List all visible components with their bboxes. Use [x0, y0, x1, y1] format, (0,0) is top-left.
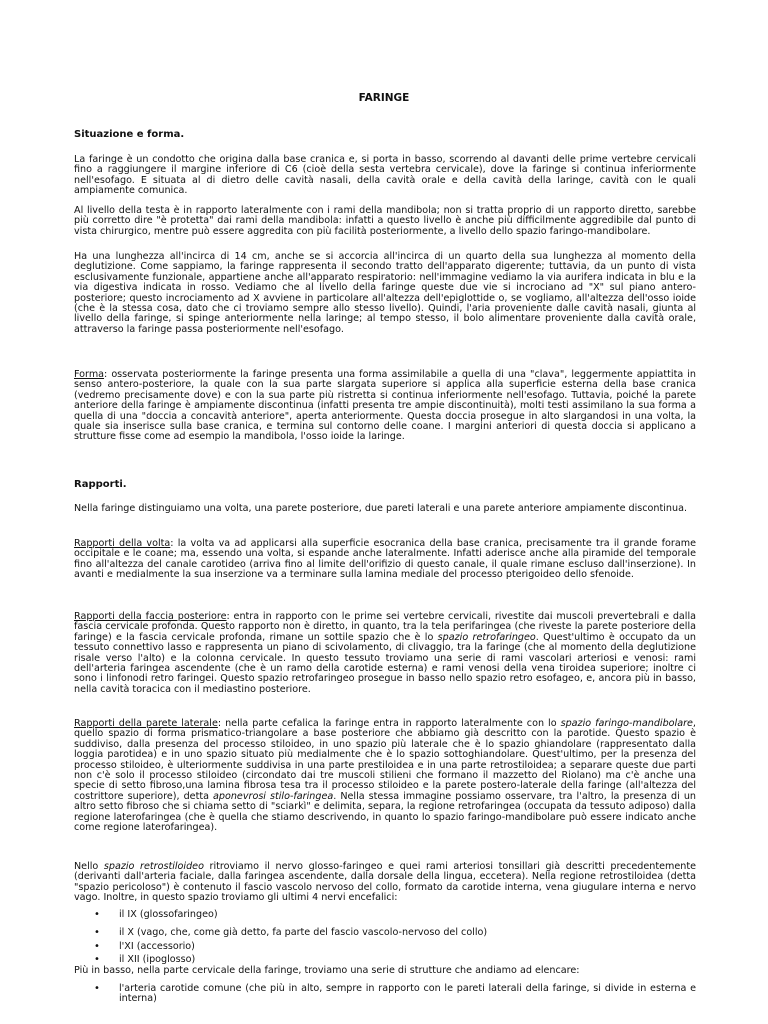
posteriore-text-a: : entra in rapporto con le prime sei vertebre cervicali, rivestite dai muscoli prevertebrali e dalla fascia cervicale profonda. Questo rapporto non è diretto, in quanto, tra la tela perifaringea (che riveste la parete posteriore della faringe) e la fascia cervicale profonda, rimane un sottile spazio che è lo — [74, 611, 696, 643]
paragraph-rapporti-posteriore — [74, 612, 696, 695]
forma-label: Forma — [74, 369, 105, 380]
section-heading-rapporti: Rapporti. — [74, 479, 127, 490]
paragraph-rapporti-laterale — [74, 719, 696, 833]
paragraph-situazione-2: Al livello della testa è in rapporto lateralmente con i rami della mandibola; non si tratta proprio di un rapporto diretto, sarebbe più corretto dire "è protetta" dai rami della mandibola: infatti a questo livello è anche più difficilmente aggredibile dal punto di vista chirurgico, mentre può essere aggredita con più facilità posteriormente, a livello dello spazio faringo-mandibolare. — [74, 205, 696, 237]
paragraph-situazione-1: La faringe è un condotto che origina dalla base cranica e, si porta in basso, scorrendo al davanti delle prime vertebre cervicali fino a raggiungere il margine inferiore di C6 (cioè della sesta vertebra cervicale), dove la faringe si continua inferiormente nell'esofago. E situata al di dietro delle cavità nasali, della cavità orale e della cavità della laringe, cavità con le quali ampiamente comunica. — [74, 154, 696, 197]
paragraph-rapporti-intro: Nella faringe distinguiamo una volta, una parete posteriore, due pareti laterali e una parete anteriore ampiamente discontinua. — [74, 503, 688, 514]
forma-text: : osservata posteriormente la faringe presenta una forma assimilabile a quella di una "clava", leggermente appiattita in senso antero-posteriore, la quale con la sua parte slargata superiore si applica alla superficie esterna della base cranica (vedremo precisamente dove) e con la sua parte più ristretta si continua inferiormente nell'esofago. Tuttavia, poiché la parete anteriore della faringe è ampiamente discontinua (infatti presenta tre ampie discontinuità), molti testi assimilano la sua forma a quella di una "doccia a concavità anteriore", aperta anteriormente. Questa doccia prosegue in alto slargandosi in una volta, la quale sia inserisce sulla base cranica, e termina sul contorno delle coane. I margini anteriori di questa doccia si applicano a strutture fisse come ad esempio la mandibola, l'osso ioide la laringe. — [74, 369, 696, 443]
volta-text: : la volta va ad applicarsi alla superficie esocranica della base cranica, precisamente tra il grande forame occipitale e le coane; ma, essendo una volta, si espande anche lateralmente. Infatti aderisce anche alla piramide del temporale fino all'altezza del canale carotideo (arriva fino al limite dell'orifizio di questo canale, il quale rimane escluso dall'inserzione). In avanti e medialmente la sua inserzione va a terminare sulla lamina mediale del processo pterigoideo dello sfenoide. — [74, 538, 696, 581]
laterale-italic-b: aponevrosi stilo-faringea — [213, 790, 334, 802]
laterale-text-b: , quello spazio di forma prismatico-triangolare a base posteriore che abbiamo già descritto con la parotide. Questo spazio è suddiviso, dalla presenza del processo stiloideo, in uno spazio più laterale che è lo spazio ghiandolare (rappresentato dalla loggia parotidea) e in uno spazio situato più medialmente che è lo spazio sottoghiandolare. Quest'ultimo, per la presenza del processo stiloideo, è ulteriormente suddivisa in una parte prestiloidea e in una parte retrostiloidea; a separare queste due parti non c'è solo il processo stiloideo (circondato dai tre muscoli stilieni che formano il mazzetto del Riolano) ma c'è anche una specie di setto fibroso,una lamina fibrosa tesa tra il processo stiloideo e la parete postero-laterale della faringe (all'altezza del costrittore superiore), detta — [74, 718, 696, 802]
paragraph-situazione-3: Ha una lunghezza all'incirca di 14 cm, anche se si accorcia all'incirca di un quarto della sua lunghezza al momento della deglutizione. Come sappiamo, la faringe rappresenta il secondo tratto dell'apparato digerente; tuttavia, da un punto di vista esclusivamente funzionale, appartiene anche all'apparato respiratorio: nell'immagine vediamo la via aurifera indicata in blu e la via digestiva indicata in rosso. Vediamo che al livello della faringe queste due vie si incrociano ad "X" sul piano antero-posteriore; questo incrociamento ad X avviene in particolare all'altezza dell'epiglottide o, se vogliamo, all'altezza dell'osso ioide (che è la stessa cosa, dato che ci troviamo sempre allo stesso livello). Quindi, l'aria proveniente dalle cavità nasali, giunta al livello della faringe, si spinge anteriormente nella laringe; al tempo stesso, il bolo alimentare proveniente dalla cavità orale, attraverso la faringe passa posteriormente nell'esofago. — [74, 251, 696, 335]
laterale-italic-a: spazio faringo-mandibolare — [560, 718, 693, 729]
list-item-nerve: il X (vago, che, come già detto, fa parte del fascio vascolo-nervoso del collo) — [119, 927, 488, 938]
bullet-icon: • — [94, 954, 100, 965]
bullet-icon: • — [94, 941, 100, 952]
laterale-label: Rapporti della parete laterale — [74, 718, 218, 729]
laterale-text-a: : nella parte cefalica la faringe entra in rapporto lateralmente con lo — [217, 718, 561, 729]
posteriore-label: Rapporti della faccia posteriore — [74, 611, 227, 622]
list-item-nerve: il IX (glossofaringeo) — [119, 909, 218, 920]
section-heading-situazione: Situazione e forma. — [74, 129, 185, 140]
retro-text-a: Nello — [74, 861, 104, 872]
paragraph-retrostiloideo — [74, 862, 696, 904]
retro-text-b: ritroviamo il nervo glosso-faringeo e quei rami arteriosi tonsillari già descritti precedentemente (derivanti dall'arteria faciale, dalla faringea ascendente, dalla dorsale della lingua, eccetera). Nella regione retrostiloidea (detta "spazio pericoloso") è contenuto il fascio vascolo nervoso del collo, formato da carotide interna, vena giugulare interna e nervo vago. Inoltre, in questo spazio troviamo gli ultimi 4 nervi encefalici: — [74, 861, 696, 904]
laterale-text-c: . Nella stessa immagine possiamo osservare, tra l'altro, la presenza di un altro setto fibroso che si chiama setto di "sciarkì" e delimita, separa, la regione retrofaringea (occupata da tessuto adiposo) dalla regione laterofaringea (che è quella che stiamo descrivendo, in quanto lo spazio faringo-mandibolare può essere indicato anche come regione laterofaringea). — [74, 790, 696, 834]
posteriore-italic: spazio retrofaringeo — [437, 631, 536, 643]
paragraph-rapporti-volta — [74, 539, 696, 581]
retro-italic: spazio retrostiloideo — [103, 861, 204, 872]
list-item-nerve: l'XI (accessorio) — [119, 941, 195, 952]
posteriore-text-b: . Quest'ultimo è occupato da un tessuto connettivo lasso e rappresenta un piano di scivolamento, di clivaggio, tra la faringe (che al momento della deglutizione risale verso l'alto) e la colonna cervicale. In questo tessuto troviamo una serie di rami vascolari arteriosi e venosi: rami dell'arteria faringea ascendente (che è un ramo della carotide esterna) e rami venosi della vena tiroidea superiore; inoltre ci sono i linfonodi retro faringei. Questo spazio retrofaringeo prosegue in basso nello spazio retro esofageo, e, ancora più in basso, nella cavità toracica con il mediastino posteriore. — [74, 631, 696, 695]
list-item-cervical: l'arteria carotide comune (che più in alto, sempre in rapporto con le pareti laterali della faringe, si divide in esterna e interna) — [119, 983, 696, 1005]
paragraph-forma — [74, 370, 696, 443]
bullet-icon: • — [94, 983, 100, 994]
bullet-icon: • — [94, 927, 100, 938]
list-item-nerve: il XII (ipoglosso) — [119, 954, 196, 965]
volta-label: Rapporti della volta — [74, 538, 171, 549]
paragraph-cervical-intro: Più in basso, nella parte cervicale della faringe, troviamo una serie di strutture che andiamo ad elencare: — [74, 965, 580, 976]
page-title: FARINGE — [358, 92, 410, 104]
bullet-icon: • — [94, 909, 100, 920]
